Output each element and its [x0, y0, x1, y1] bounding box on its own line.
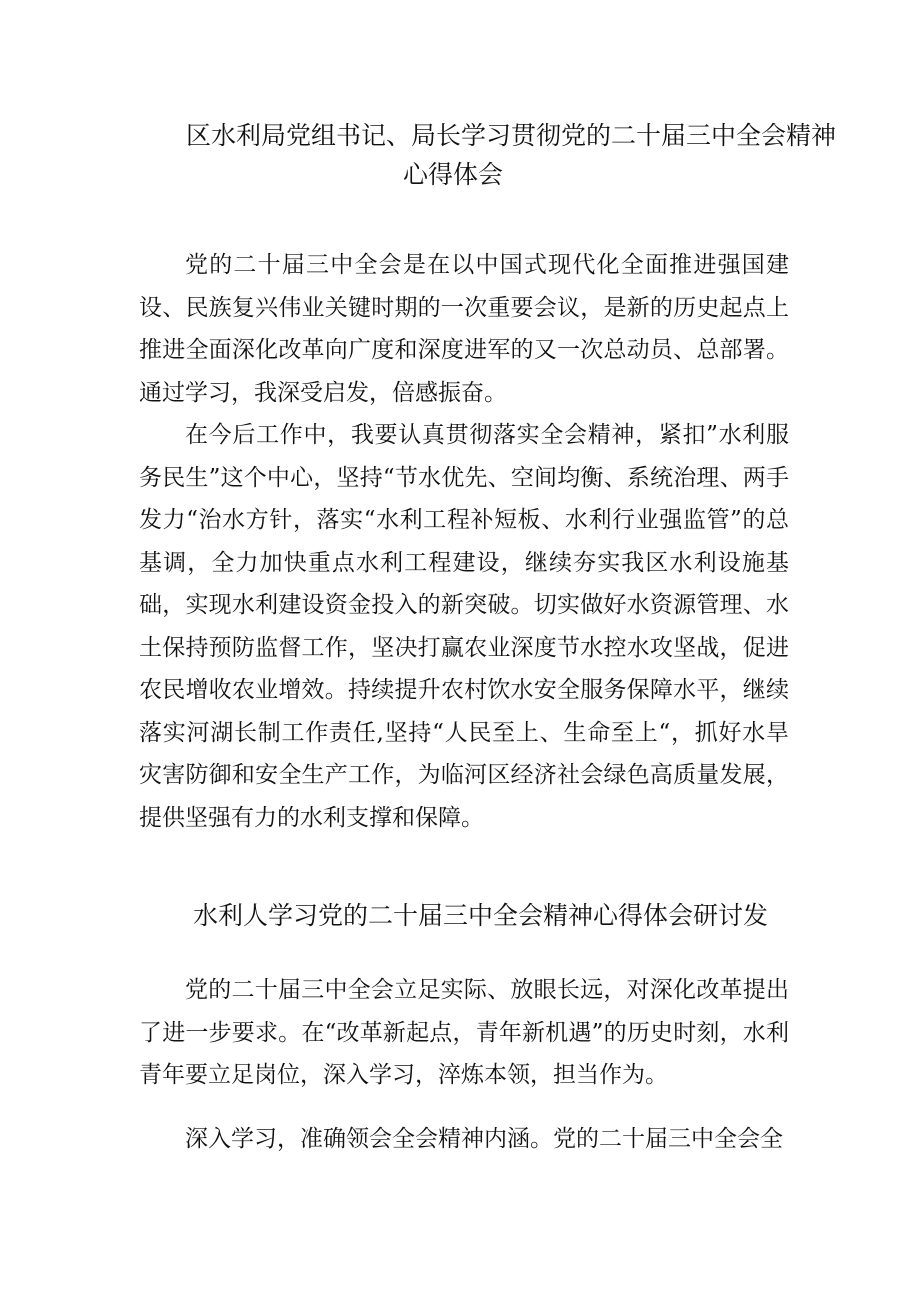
article-2-paragraph-2: 深入学习，准确领会全会精神内涵。党的二十届三中全会全 — [185, 1126, 783, 1152]
article-1-title-line-2: 心得体会 — [403, 160, 504, 189]
article-1-paragraph-1: 党的二十届三中全会是在以中国式现代化全面推进强国建设、民族复兴伟业关键时期的一次重要会议，是新的历史起点上推进全面深化改革向广度和深度进军的又一次总动员、总部署。通过学习，我深受启发，倍感振奋。 — [139, 252, 789, 406]
article-1-paragraph-2: 在今后工作中，我要认真贯彻落实全会精神，紧扣”水利服务民生”这个中心，坚持“节水优先、空间均衡、系统治理、两手发力“治水方针，落实“水利工程补短板、水利行业强监管”的总基调，全力加快重点水利工程建设，继续夯实我区水利设施基础，实现水利建设资金投入的新突破。切实做好水资源管理、水土保持预防监督工作，坚决打赢农业深度节水控水攻坚战，促进农民增收农业增效。持续提升农村饮水安全服务保障水平，继续落实河湖长制工作责任,坚持“人民至上、生命至上“，抓好水旱灾害防御和安全生产工作，为临河区经济社会绿色高质量发展，提供坚强有力的水利支撑和保障。 — [139, 422, 789, 831]
article-2-title: 水利人学习党的二十届三中全会精神心得体会研讨发 — [193, 901, 769, 930]
article-1-title-line-1: 区水利局党组书记、局长学习贯彻党的二十届三中全会精神 — [186, 121, 837, 150]
article-2-paragraph-1: 党的二十届三中全会立足实际、放眼长远，对深化改革提出了进一步要求。在“改革新起点，青年新机遇”的历史时刻，水利青年要立足岗位，深入学习，淬炼本领，担当作为。 — [139, 977, 789, 1088]
